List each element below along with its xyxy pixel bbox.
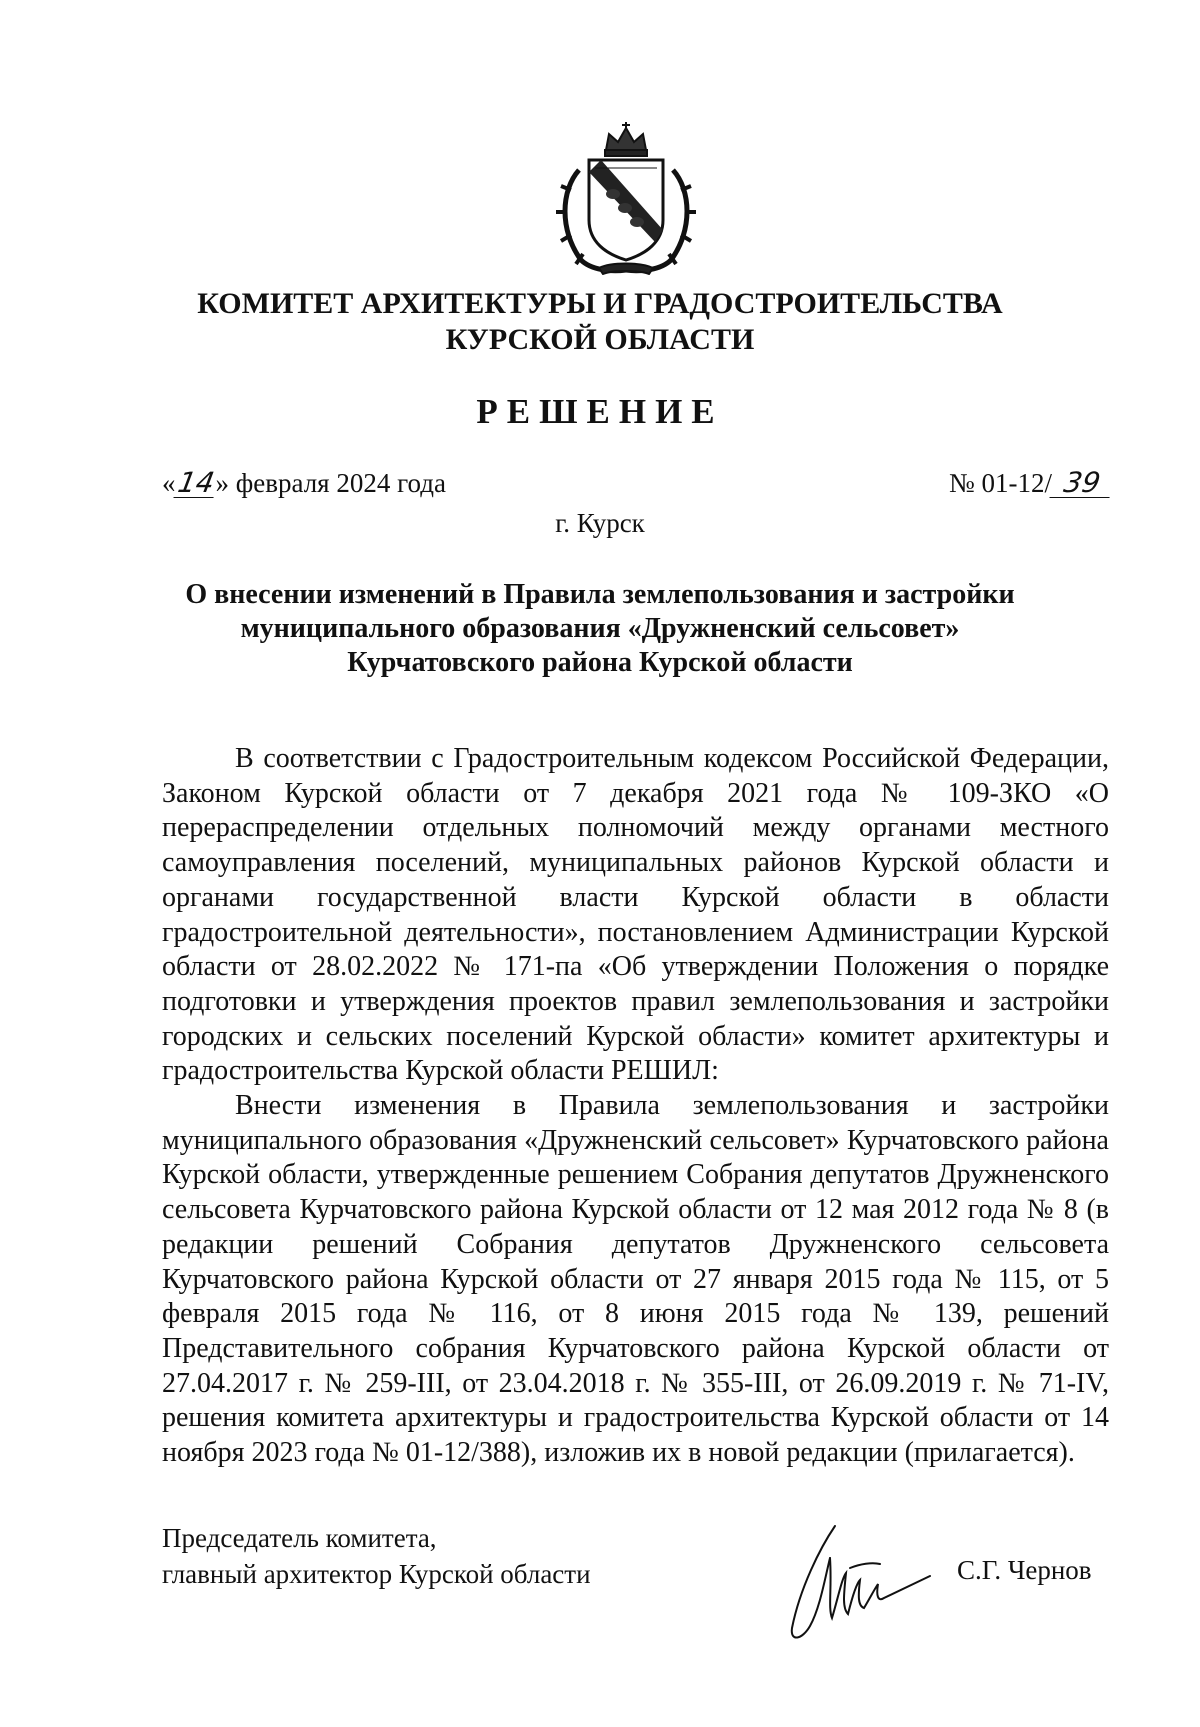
title-line: муниципального образования «Дружненский сельсовет»	[240, 613, 960, 644]
date-month-year: » февраля 2024 года	[215, 468, 446, 498]
title-line: Курчатовского района Курской области	[347, 647, 853, 678]
date-open-quote: «	[162, 468, 176, 498]
signatory-position-line2: главный архитектор Курской области	[162, 1559, 591, 1589]
document-number-handwritten: 39	[1049, 469, 1114, 498]
signatory-position	[162, 1520, 591, 1592]
document-number	[949, 468, 1112, 499]
signer-name: С.Г. Чернов	[957, 1555, 1092, 1585]
date-day-handwritten: 14	[174, 466, 217, 499]
title-line: О внесении изменений в Правила землепользования и застройки	[185, 579, 1015, 610]
body-paragraph: Внести изменения в Правила землепользования и застройки муниципального образования «Дружненский сельсовет» Курчатовского района Курской области, утвержденные решением Собрания депутатов Дружненского сельсовета Курчатовского района Курской области от 12 мая 2012 года № 8 (в редакции решений Собрания депутатов Дружненского сельсовета Курчатовского района Курской области от 27 января 2015 года № 115, от 5 февраля 2015 года № 116, от 8 июня 2015 года № 139, решений Представительного собрания Курчатовского района Курской области от 27.04.2017 г. № 259-III, от 23.04.2018 г. № 355-III, от 26.09.2019 г. № 71-IV, решения комитета архитектуры и градостроительства Курской области от 14 ноября 2023 года № 01-12/388), изложив их в новой редакции (прилагается).	[162, 1090, 1109, 1469]
body-paragraph: В соответствии с Градостроительным кодексом Российской Федерации, Законом Курской области от 7 декабря 2021 года № 109-ЗКО «О перераспределении отдельных полномочий между органами местного самоуправления поселений, муниципальных районов Курской области и органами государственной власти Курской области в области градостроительной деятельности», постановлением Администрации Курской области от 28.02.2022 № 171-па «Об утверждении Положения о порядке подготовки и утверждения проектов правил землепользования и застройки городских и сельских поселений Курской области» комитет архитектуры и градостроительства Курской области РЕШИЛ:	[162, 743, 1109, 1087]
document-city: г. Курск	[555, 508, 645, 538]
document-date	[162, 468, 446, 499]
handwritten-signature-icon	[780, 1518, 940, 1648]
organization-name-line2: КУРСКОЙ ОБЛАСТИ	[445, 323, 755, 356]
document-number-prefix: № 01-12/	[948, 468, 1052, 498]
coat-of-arms-icon	[551, 120, 701, 275]
organization-name-line1: КОМИТЕТ АРХИТЕКТУРЫ И ГРАДОСТРОИТЕЛЬСТВА	[197, 287, 1003, 320]
signatory-position-line1: Председатель комитета,	[162, 1523, 437, 1553]
document-body	[162, 742, 1109, 1471]
document-title	[150, 578, 1050, 680]
document-type-heading: РЕШЕНИЕ	[476, 392, 724, 431]
